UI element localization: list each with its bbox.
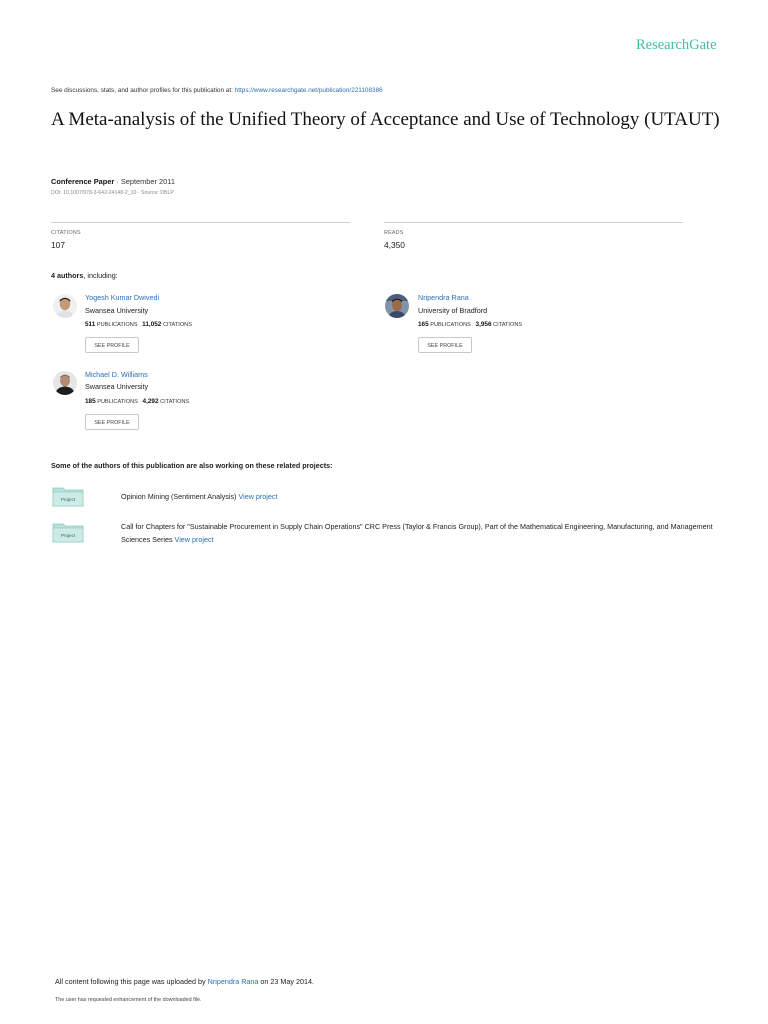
author-stats (85, 321, 192, 328)
author-name-link[interactable]: Nripendra Rana (418, 293, 469, 302)
author-institution: Swansea University (85, 306, 149, 315)
author-citations-label: CITATIONS (493, 322, 523, 328)
view-project-link[interactable]: View project (174, 535, 214, 544)
project-title: Call for Chapters for "Sustainable Procurement in Supply Chain Operations" CRC Press (Taylor & Francis Group), Part of the Mathematical Engineering, Manufacturing, and Management Sciences Series (121, 522, 713, 544)
citations-divider (51, 222, 350, 223)
reads-label: READS (384, 230, 404, 236)
project-item (121, 520, 721, 546)
authors-count: 4 authors (51, 271, 84, 280)
upload-note (55, 977, 314, 986)
author-citations-count: 11,052 (142, 321, 162, 328)
author-citations-count: 3,956 (475, 321, 492, 328)
author-citations-label: CITATIONS (160, 399, 190, 405)
publication-date: · September 2011 (114, 177, 175, 186)
avatar[interactable] (385, 294, 409, 318)
author-institution: Swansea University (85, 382, 149, 391)
author-institution: University of Bradford (418, 306, 488, 315)
discussion-note (51, 87, 383, 94)
citations-value: 107 (51, 240, 65, 250)
author-publications-count: 185 (85, 398, 96, 405)
author-citations-count: 4,292 (142, 398, 159, 405)
view-project-link[interactable]: View project (238, 492, 278, 501)
researchgate-logo[interactable]: ResearchGate (636, 37, 717, 53)
reads-value: 4,350 (384, 240, 405, 250)
author-stats (85, 398, 189, 405)
project-folder-label: Project (60, 497, 76, 502)
authors-heading (51, 271, 118, 280)
author-photo-icon (385, 294, 409, 318)
enhancement-note: The user has requested enhancement of the downloaded file. (55, 997, 202, 1003)
author-stats (418, 321, 522, 328)
doi-source: DOI: 10.1007/978-3-642-24148-2_10 · Source: DBLP (51, 190, 174, 196)
discussion-note-text: See discussions, stats, and author profiles for this publication at: (51, 87, 233, 94)
project-item (121, 490, 721, 503)
citations-label: CITATIONS (51, 230, 81, 236)
author-publications-count: 511 (85, 321, 96, 328)
avatar[interactable] (53, 371, 77, 395)
author-publications-label: PUBLICATIONS (96, 322, 138, 328)
publication-title: A Meta-analysis of the Unified Theory of Acceptance and Use of Technology (UTAUT) (51, 109, 720, 130)
see-profile-button[interactable]: SEE PROFILE (85, 337, 139, 353)
reads-divider (384, 222, 683, 223)
author-photo-icon (53, 294, 77, 318)
upload-prefix: All content following this page was uploaded by (55, 977, 208, 986)
project-folder-icon (52, 485, 84, 507)
author-citations-label: CITATIONS (162, 322, 192, 328)
see-profile-button[interactable]: SEE PROFILE (418, 337, 472, 353)
authors-suffix: , including: (83, 271, 118, 280)
see-profile-button[interactable]: SEE PROFILE (85, 414, 139, 430)
project-folder-icon (52, 521, 84, 543)
publication-url-link[interactable]: https://www.researchgate.net/publication/221108386 (234, 87, 383, 94)
publication-type: Conference Paper (51, 177, 115, 186)
avatar[interactable] (53, 294, 77, 318)
related-projects-heading: Some of the authors of this publication are also working on these related projects: (51, 461, 333, 470)
author-name-link[interactable]: Michael D. Williams (85, 370, 148, 379)
publication-type-line (51, 177, 175, 186)
uploader-link[interactable]: Nripendra Rana (207, 977, 259, 986)
upload-suffix: on 23 May 2014. (258, 977, 314, 986)
author-publications-count: 165 (418, 321, 429, 328)
author-publications-label: PUBLICATIONS (430, 322, 471, 328)
author-name-link[interactable]: Yogesh Kumar Dwivedi (85, 293, 160, 302)
project-title: Opinion Mining (Sentiment Analysis) (121, 492, 239, 501)
author-photo-icon (53, 371, 77, 395)
project-folder-label: Project (60, 533, 76, 538)
author-publications-label: PUBLICATIONS (97, 399, 138, 405)
